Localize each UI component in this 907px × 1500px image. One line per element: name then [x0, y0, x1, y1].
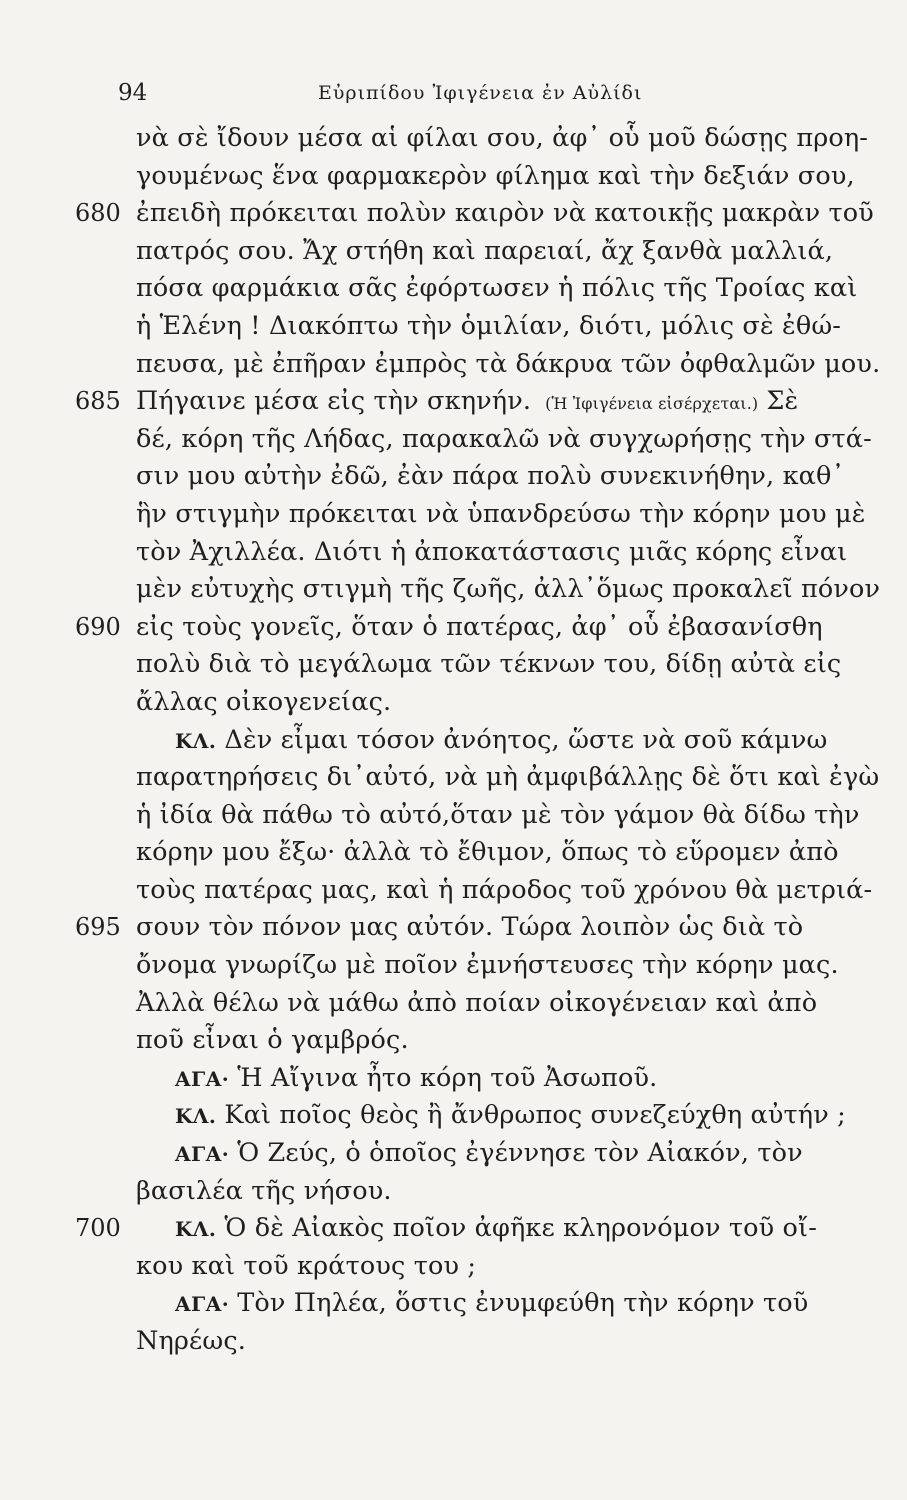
text-line — [75, 834, 875, 872]
speaker-label: ΑΓΑ· — [175, 1292, 230, 1317]
line-text — [175, 1060, 657, 1099]
line-text — [136, 1173, 392, 1211]
line-body: γουμένως ἕνα φαρμακερὸν φίλημα καὶ τὴν δεξιάν σου, — [136, 160, 855, 191]
line-body: πευσα, μὲ ἐπῆραν ἐμπρὸς τὰ δάκρυα τῶν ὀφθαλμῶν μου. — [136, 348, 881, 379]
line-text — [136, 270, 857, 308]
text-line — [75, 985, 875, 1023]
line-text — [136, 233, 833, 271]
line-body: μὲν εὐτυχὴς στιγμὴ τῆς ζωῆς, ἀλλ᾽ὅμως προκαλεῖ πόνον — [136, 574, 881, 605]
text-line — [75, 270, 875, 308]
text-line — [75, 797, 875, 835]
text-line — [75, 383, 875, 421]
line-body: Ὁ δὲ Αἰακὸς ποῖον ἀφῆκε κληρονόμον τοῦ οἴ- — [224, 1213, 817, 1244]
speaker-label: ΚΛ. — [175, 1104, 217, 1129]
line-text — [136, 158, 855, 196]
line-text — [136, 383, 798, 423]
text-line — [75, 722, 875, 760]
speaker-label: ΑΓΑ· — [175, 1142, 230, 1167]
text-line — [75, 346, 881, 384]
text-line — [75, 308, 875, 346]
speaker-label: ΚΛ. — [175, 1217, 217, 1242]
line-text — [136, 195, 874, 233]
line-text — [136, 496, 866, 534]
line-body: Δὲν εἶμαι τόσον ἀνόητος, ὥστε νὰ σοῦ κάμνω — [224, 724, 828, 755]
speaker-label: ΑΓΑ· — [175, 1066, 230, 1091]
line-body: πόσα φαρμάκια σᾶς ἐφόρτωσεν ἡ πόλις τῆς Τροίας καὶ — [136, 273, 858, 304]
text-line — [75, 872, 875, 910]
line-text — [136, 421, 872, 459]
line-body: σουν τὸν πόνον μας αὐτόν. Τώρα λοιπὸν ὡς διὰ τὸ — [136, 912, 804, 943]
line-body: Ὁ Ζεύς, ὁ ὁποῖος ἐγέννησε τὸν Αἰακόν, τὸν — [237, 1138, 803, 1169]
line-number: 695 — [75, 913, 121, 942]
line-body: πατρός σου. Ἄχ στήθη καὶ παρειαί, ἄχ ξανθὰ μαλλιά, — [136, 235, 834, 266]
line-text — [136, 346, 880, 384]
line-text — [136, 1323, 246, 1361]
line-number: 700 — [75, 1214, 121, 1243]
line-body: Ἡ Αἴγινα ἦτο κόρη τοῦ Ἀσωποῦ. — [237, 1062, 658, 1093]
line-body: ὄνομα γνωρίζω μὲ ποῖον ἐμνήστευσες τὴν κόρην μας. — [136, 950, 839, 981]
text-line — [75, 158, 875, 196]
line-text — [136, 909, 803, 947]
line-body: νὰ σὲ ἴδουν μέσα αἱ φίλαι σου, ἀφ᾽ οὗ μοῦ δώσῃς προη- — [136, 123, 869, 153]
text-line — [75, 609, 875, 647]
line-text — [175, 1210, 817, 1249]
line-body: κου καὶ τοῦ κράτους του ; — [136, 1250, 477, 1281]
text-line — [75, 496, 875, 534]
line-body: Νηρέως. — [136, 1326, 247, 1356]
text-line — [75, 458, 875, 496]
line-body: ἡ Ἑλένη ! Διακόπτω τὴν ὁμιλίαν, διότι, μόλις σὲ ἐθώ- — [136, 310, 842, 341]
line-body: Τὸν Πηλέα, ὅστις ἐνυμφεύθη τὴν κόρην τοῦ — [237, 1288, 809, 1319]
text-line — [75, 534, 875, 572]
line-text — [136, 458, 844, 496]
text-line — [75, 1060, 875, 1098]
line-continuation: Σὲ — [766, 386, 799, 417]
line-number: 690 — [75, 612, 121, 641]
line-body: παρατηρήσεις δι᾽αὐτό, νὰ μὴ ἀμφιβάλλῃς δὲ ὅτι καὶ ἐγὼ — [136, 762, 880, 793]
line-text — [136, 985, 817, 1023]
text-line — [75, 646, 875, 684]
line-body: ἄλλας οἰκογενείας. — [136, 686, 392, 717]
text-block — [75, 120, 881, 1361]
line-text — [175, 1135, 803, 1174]
line-body: ἐπειδὴ πρόκειται πολὺν καιρὸν νὰ κατοικῇς μακρὰν τοῦ — [136, 198, 874, 229]
line-text — [136, 759, 879, 797]
line-text — [175, 1285, 808, 1324]
line-text — [136, 684, 391, 722]
line-body: τὸν Ἀχιλλέα. Διότι ἡ ἀποκατάστασις μιᾶς κόρης εἶναι — [136, 536, 848, 567]
line-text — [136, 1248, 476, 1286]
text-line — [75, 759, 880, 797]
line-text — [136, 797, 860, 835]
line-body: εἰς τοὺς γονεῖς, ὅταν ὁ πατέρας, ἀφ᾽ οὗ ἐβασανίσθη — [136, 611, 823, 642]
line-text — [136, 872, 872, 910]
line-text — [175, 722, 827, 761]
line-number: 680 — [75, 199, 121, 228]
line-body: βασιλέα τῆς νήσου. — [136, 1175, 392, 1206]
line-number: 685 — [75, 387, 121, 416]
line-body: ποῦ εἶναι ὁ γαμβρός. — [136, 1025, 409, 1056]
speaker-label: ΚΛ. — [175, 728, 217, 753]
line-text — [136, 947, 839, 985]
text-line — [75, 421, 875, 459]
line-body: Καὶ ποῖος θεὸς ἢ ἄνθρωπος συνεζεύχθη αὐτήν ; — [224, 1100, 846, 1131]
text-line — [75, 233, 875, 271]
text-line — [75, 1135, 875, 1173]
page-header — [118, 80, 878, 116]
text-line — [75, 195, 875, 233]
line-body: κόρην μου ἔξω· ἀλλὰ τὸ ἔθιμον, ὅπως τὸ εὕρομεν ἀπὸ — [136, 837, 839, 868]
text-line — [75, 1210, 875, 1248]
running-title: Εὐριπίδου Ἰφιγένεια ἐν Αὐλίδι — [318, 82, 643, 104]
text-line — [75, 1248, 875, 1286]
text-line — [75, 120, 875, 158]
line-body: πολὺ διὰ τὸ μεγάλωμα τῶν τέκνων του, δίδῃ αὐτὰ εἰς — [136, 649, 842, 680]
line-text — [136, 120, 868, 158]
line-text — [136, 834, 839, 872]
line-body: σιν μου αὐτὴν ἐδῶ, ἐὰν πάρα πολὺ συνεκινήθην, καθ᾽ — [136, 461, 845, 492]
line-body: Πήγαινε μέσα εἰς τὴν σκηνήν. — [136, 386, 532, 417]
line-text — [136, 308, 841, 346]
line-text — [136, 571, 880, 609]
text-line — [75, 1285, 875, 1323]
line-body: ἣν στιγμὴν πρόκειται νὰ ὑπανδρεύσω τὴν κόρην μου μὲ — [136, 498, 866, 529]
line-body: τοὺς πατέρας μας, καὶ ἡ πάροδος τοῦ χρόνου θὰ μετριά- — [136, 874, 873, 905]
text-line — [75, 571, 881, 609]
stage-direction: (Ἡ Ἰφιγένεια εἰσέρχεται.) — [545, 394, 759, 414]
text-line — [75, 1022, 875, 1060]
line-text — [175, 1097, 846, 1136]
line-body: Ἀλλὰ θέλω νὰ μάθω ἀπὸ ποίαν οἰκογένειαν καὶ ἀπὸ — [136, 987, 818, 1018]
text-line — [75, 684, 875, 722]
line-text — [136, 609, 823, 647]
text-line — [75, 1097, 875, 1135]
line-text — [136, 1022, 409, 1060]
line-body: ἡ ἰδία θὰ πάθω τὸ αὐτό,ὅταν μὲ τὸν γάμον θὰ δίδω τὴν — [136, 799, 860, 830]
text-line — [75, 1323, 875, 1361]
line-text — [136, 534, 847, 572]
text-line — [75, 909, 875, 947]
text-line — [75, 947, 875, 985]
text-line — [75, 1173, 875, 1211]
page-number: 94 — [118, 80, 148, 106]
line-body: δέ, κόρη τῆς Λήδας, παρακαλῶ νὰ συγχωρήσῃς τὴν στά- — [136, 423, 872, 454]
line-text — [136, 646, 841, 684]
